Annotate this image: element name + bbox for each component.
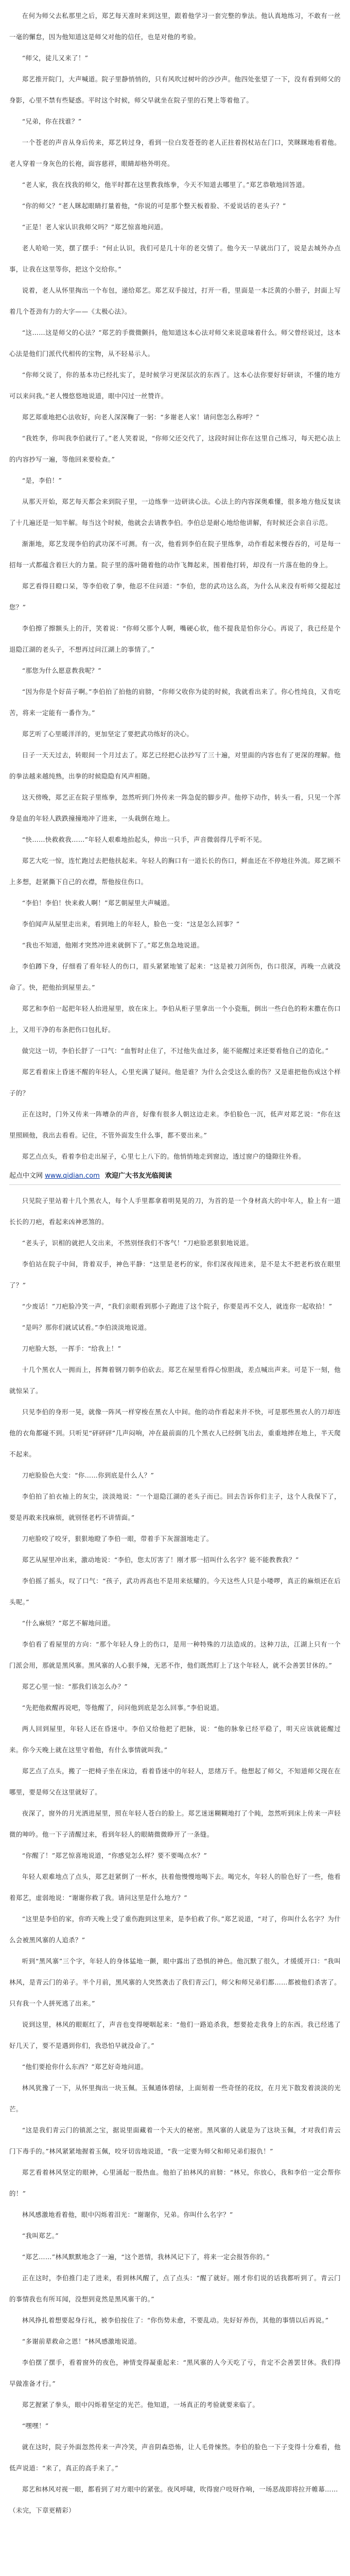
paragraph: 李伯闻声从屋里走出来，看到地上的年轻人，脸色一变：“这是怎么回事？” xyxy=(22,920,240,928)
chapter-footer-note: （未完，下章更精彩） xyxy=(9,2506,75,2514)
paragraph: 做完这一切，李伯长舒了一口气：“血暂时止住了，不过他失血过多，能不能醒过来还要看他自己的造化。” xyxy=(22,1047,329,1055)
paragraph: 李伯拍了拍衣袖上的灰尘，淡淡地说：“一个退隐江湖的老头子而已。回去告诉你们主子，这个人我保下了，要是再敢来找麻烦，就别怪老朽不讲情面。” xyxy=(9,1493,341,1521)
paragraph: “嘿嘿！” xyxy=(22,2422,49,2430)
paragraph: 郑艺点点头，看着李伯走出屋子，心里七上八下的。他悄悄地走到窗边，透过窗户的缝隙往外看。 xyxy=(22,1153,305,1160)
chapter-text-part-2 xyxy=(9,1190,341,2500)
paragraph: “快……快救救我……”年轻人艰难地抬起头，伸出一只手，声音微弱得几乎听不见。 xyxy=(22,836,266,843)
paragraph: 郑艺大吃一惊，连忙跑过去把他扶起来。年轻人的胸口有一道长长的伤口，鲜血还在不停地往外流。郑艺顾不上多想，赶紧撕下自己的衣襟，帮他按住伤口。 xyxy=(9,857,341,886)
paragraph: “老人家，我在找我的师父，他平时都在这里教我练拳，今天不知道去哪里了。”郑艺恭敬地回答道。 xyxy=(22,181,309,189)
paragraph: 正在这时，门外又传来一阵嘈杂的声音，好像有很多人朝这边走来。李伯脸色一沉，低声对郑艺说：“你在这里照顾他，我出去看看。记住，不管外面发生什么事，都不要出来。” xyxy=(9,1110,341,1139)
paragraph: 郑艺点了点头，搬了一把椅子坐在床边，看着昏迷中的年轻人，思绪万千。他想起了师父，不知道师父现在在哪里，要是师父在这里就好了。 xyxy=(9,1767,341,1796)
paragraph: “那您为什么愿意教我呢？” xyxy=(22,667,101,674)
paragraph: “少废话！”刀疤脸冷笑一声，“我们亲眼看到那小子跑进了这个院子，你要是再不交人，就连你一起收拾！” xyxy=(22,1302,332,1310)
paragraph: 郑艺看着床上昏迷不醒的年轻人，心里充满了疑问。他是谁？为什么会受这么重的伤？又是谁把他伤成这个样子的？ xyxy=(9,1068,341,1097)
paragraph: 渐渐地，郑艺发现李伯的武功深不可测。有一次，他看到李伯在院子里练拳，动作看起来慢吞吞的，可是每一招每一式都蕴含着巨大的力量。院子里的落叶随着他的动作飞舞起来，围着他打转，却没有一片落在他的身上。 xyxy=(9,540,341,569)
paragraph: 郑艺看着林风坚定的眼神，心里涌起一股热血。他拍了拍林风的肩膀：“林兄，你放心，我和李伯一定会帮你的！” xyxy=(9,2168,341,2197)
paragraph: “什么麻烦？”郑艺不解地问道。 xyxy=(22,1619,115,1627)
paragraph: 只见院子里站着十几个黑衣人，每个人手里都拿着明晃晃的刀，为首的是一个身材高大的中年人，脸上有一道长长的刀疤，看起来凶神恶煞的。 xyxy=(9,1197,341,1226)
paragraph: “这里是李伯的家，你昨天晚上受了重伤跑到这里来，是李伯救了你。”郑艺说道，“对了，你叫什么名字？为什么会被黑风寨的人追杀？” xyxy=(9,1915,341,1944)
paragraph: “他们要抢你什么东西？”郑艺好奇地问道。 xyxy=(22,2063,148,2071)
paragraph: 郑艺听了心里暖洋洋的，更加坚定了要把武功练好的决心。 xyxy=(22,730,194,738)
paragraph: 十几个黑衣人一拥而上，挥舞着钢刀朝李伯砍去。郑艺在屋里看得心惊胆战，差点喊出声来。可是下一刻，他就惊呆了。 xyxy=(9,1366,341,1395)
paragraph: 从那天开始，郑艺每天都会来到院子里，一边练拳一边研读心法。心法上的内容深奥难懂，很多地方他反复读了十几遍还是一知半解。每当这个时候，他就会去请教李伯。李伯总是耐心地给他讲解，有时候还会亲自示范。 xyxy=(9,498,341,527)
paragraph: “兄弟，你在找谁？” xyxy=(22,117,82,125)
paragraph: 郑艺看得目瞪口呆，等李伯收了拳，他忍不住问道：“李伯，您的武功这么高，为什么从来没有听师父提起过您？” xyxy=(9,582,341,611)
paragraph: “正是！老人家认识我师父吗？”郑艺惊喜地问道。 xyxy=(22,223,167,231)
paragraph: 林风挣扎着想要起身行礼，被李伯按住了：“你伤势未愈，不要乱动。先好好养伤，其他的事情以后再说。” xyxy=(22,2316,329,2324)
site-label: 起点中文网 xyxy=(9,1172,43,1180)
paragraph: 郑艺和李伯一起把年轻人抬进屋里，放在床上。李伯从柜子里拿出一个小瓷瓶，倒出一些白色的粉末撒在伤口上，又用干净的布条把伤口包扎好。 xyxy=(9,1005,341,1033)
paragraph: 李伯蹲下身，仔细看了看年轻人的伤口，眉头紧紧地皱了起来：“这是被刀剑所伤，伤口很深，再晚一点就没命了。快，把他抬到屋里去。” xyxy=(9,962,341,991)
paragraph: “这……这是师父的心法？”郑艺的手微微颤抖，他知道这本心法对师父来说意味着什么。师父曾经说过，这本心法是他们门派代代相传的宝物，从不轻易示人。 xyxy=(9,329,341,358)
paragraph: 刀疤脸大怒，一挥手：“给我上！” xyxy=(22,1345,121,1352)
paragraph: 李伯站在院子中间，背着双手，神色平静：“这里是老朽的家，你们深夜闯进来，是不是太不把老朽放在眼里了？” xyxy=(9,1260,341,1289)
paragraph: “师父，徒儿又来了！” xyxy=(22,54,89,62)
paragraph: “你醒了！”郑艺惊喜地说道，“你感觉怎么样？要不要喝点水？” xyxy=(22,1852,207,1859)
paragraph: “这是我们青云门的镇派之宝，据说里面藏着一个天大的秘密。黑风寨的人就是为了这块玉佩，才对我们青云门下毒手的。”林风紧紧地握着玉佩，咬牙切齿地说道，“我一定要为师父和师兄弟们报仇！” xyxy=(9,2126,341,2155)
paragraph: “是吗？那你们就试试看。”李伯淡淡地说道。 xyxy=(22,1324,151,1331)
paragraph: 老人哈哈一笑，摆了摆手：“何止认识，我们可是几十年的老交情了。他今天一早就出门了，说是去城外办点事，让我在这里等你，把这个交给你。” xyxy=(9,244,341,273)
paragraph: 两人回到屋里，年轻人还在昏迷中。李伯又给他把了把脉，说：“他的脉象已经平稳了，明天应该就能醒过来。你今天晚上就在这里守着他，有什么事情就叫我。” xyxy=(9,1725,341,1754)
paragraph: 郑艺握紧了拳头，眼中闪烁着坚定的光芒。他知道，一场真正的考验就要来临了。 xyxy=(22,2401,259,2409)
paragraph: 日子一天天过去，转眼间一个月过去了。郑艺已经把心法抄写了三十遍，对里面的内容也有了更深的理解。他的拳法越来越纯熟，出拳的时候隐隐有风声相随。 xyxy=(9,751,341,780)
paragraph: “是，李伯！” xyxy=(22,477,62,484)
site-url-link[interactable]: www.qidian.com xyxy=(45,1172,100,1180)
paragraph: 郑艺心里一惊：“那我们该怎么办？” xyxy=(22,1683,128,1690)
paragraph: “你的师父？”老人眯起眼睛打量着他，“你说的可是那个整天板着脸、不爱说话的老头子？” xyxy=(22,202,286,210)
paragraph: 郑艺郑重地把心法收好，向老人深深鞠了一躬：“多谢老人家！请问您怎么称呼？” xyxy=(22,413,259,421)
paragraph: 就在这时，院子外面忽然传来一声冷笑，声音阴森恐怖，让人毛骨悚然。李伯的脸色一下子变得十分难看，他低声说道：“来了，真正的高手来了。” xyxy=(9,2443,341,2472)
paragraph: 年轻人艰难地点了点头，郑艺赶紧倒了一杯水，扶着他慢慢地喝下去。喝完水，年轻人的脸色好了一些，他看着郑艺，虚弱地说：“谢谢你救了我。请问这里是什么地方？” xyxy=(9,1873,341,1902)
paragraph: 刀疤脸咬了咬牙，狠狠地瞪了李伯一眼，带着手下灰溜溜地走了。 xyxy=(22,1535,213,1543)
paragraph: 正在这时，李伯推门走了进来，看到林风醒了，点了点头：“醒了就好。刚才你们说的话我都听到了。青云门的事情我也有所耳闻，没想到竟然是黑风寨干的。” xyxy=(9,2274,341,2303)
paragraph: 李伯看了看屋里的方向：“那个年轻人身上的伤口，是用一种特殊的刀法造成的。这种刀法，江湖上只有一个门派会用，那就是黑风寨。黑风寨的人心狠手辣，无恶不作，他们既然盯上了这个年轻人，就不会善罢甘休的。” xyxy=(9,1640,341,1669)
paragraph: “多谢前辈救命之恩！”林风感激地说道。 xyxy=(22,2337,141,2345)
paragraph: 刀疤脸脸色大变：“你……你到底是什么人？” xyxy=(22,1471,154,1479)
paragraph: 李伯摆了摆手，看着窗外的夜色，神情变得凝重起来：“黑风寨的人今天吃了亏，肯定不会善罢甘休。我们得早做准备才行。” xyxy=(9,2359,341,2387)
paragraph: “我叫郑艺。” xyxy=(22,2232,59,2240)
paragraph: 只见李伯的身形一晃，就像一阵风一样穿梭在黑衣人中间。他的动作看起来并不快，可是那些黑衣人的刀却连他的衣角都碰不到。只听见“砰砰砰”几声闷响，冲在最前面的几个黑衣人已经倒飞出去，重重地摔在地上，半天爬不起来。 xyxy=(9,1408,341,1458)
paragraph: “郑艺……”林风默默地念了一遍，“这个恩情，我林风记下了，将来一定会报答你的。” xyxy=(22,2253,270,2261)
paragraph: 李伯擦了擦额头上的汗，笑着说：“你师父那个人啊，嘴硬心软，他不提我是怕你分心。再说了，我已经是个退隐江湖的老头子，不想再过问江湖上的事情了。” xyxy=(9,624,341,653)
paragraph: 听到“黑风寨”三个字，年轻人的身体猛地一颤，眼中露出了恐惧的神色。他沉默了很久，才缓缓开口：“我叫林风，是青云门的弟子。半个月前，黑风寨的人突然袭击了我们青云门，师父和师兄弟们都……都被他们杀害了。只有我一个人拼死逃了出来。” xyxy=(9,1957,341,2007)
paragraph: 林风感激地看着他，眼中闪烁着泪光：“谢谢你，兄弟。你叫什么名字？” xyxy=(22,2211,233,2218)
site-ad-banner[interactable] xyxy=(9,1169,341,1185)
paragraph: 在何为师父去私那里之后，郑艺每天准时来到这里，跟着他学习一套完整的拳法。他认真地练习，不敢有一丝一毫的懈怠，因为他知道这是师父对他的信任，也是对他的考验。 xyxy=(9,12,341,41)
paragraph: “我也不知道，他刚才突然冲进来就倒下了。”郑艺焦急地说道。 xyxy=(22,941,204,949)
paragraph: “李伯！李伯！快来救人啊！”郑艺朝屋里大声喊道。 xyxy=(22,899,174,907)
paragraph: 说着，老人从怀里掏出一个布包，递给郑艺。郑艺双手接过，打开一看，里面是一本泛黄的小册子，封面上写着几个苍劲有力的大字——《太极心法》。 xyxy=(9,286,341,315)
paragraph: 郑艺和林风对视一眼，都看到了对方眼中的紧张。夜风呼啸，吹得窗户吱呀作响，一场恶战即将拉开帷幕…… xyxy=(22,2485,338,2493)
paragraph: 说到这里，林风的眼眶红了，声音也变得哽咽起来：“他们一路追杀我，想要抢走我身上的东西。我已经逃了好几天了，要不是遇到你们，我恐怕早就没命了。” xyxy=(9,2021,341,2049)
paragraph: 林风犹豫了一下，从怀里掏出一块玉佩。玉佩通体碧绿，上面刻着一些奇怪的花纹，在月光下散发着淡淡的光芒。 xyxy=(9,2084,341,2113)
paragraph: 李伯摇了摇头，叹了口气：“孩子，武功再高也不是用来炫耀的。今天这些人只是小喽啰，真正的麻烦还在后头呢。” xyxy=(9,1577,341,1606)
paragraph: 夜深了，窗外的月光洒进屋里，照在年轻人苍白的脸上。郑艺迷迷糊糊地打了个盹，忽然听到床上传来一声轻微的呻吟。他一下子清醒过来，看到年轻人的眼睛微微睁开了一条缝。 xyxy=(9,1809,341,1838)
paragraph: 郑艺从屋里冲出来，激动地说：“李伯，您太厉害了！刚才那一招叫什么名字？能不能教教我？” xyxy=(22,1556,299,1564)
paragraph: “我姓李，你叫我李伯就行了。”老人笑着说，“你师父还交代了，这段时间让你在这里自己练习，每天把心法上的内容抄写一遍，等他回来要检查。” xyxy=(9,434,341,463)
paragraph: 这天傍晚，郑艺正在院子里练拳，忽然听到门外传来一阵急促的脚步声。他停下动作，转头一看，只见一个浑身是血的年轻人跌跌撞撞地冲了进来，一头栽倒在地上。 xyxy=(9,793,341,822)
paragraph: “老头子，识相的就把人交出来，不然别怪我们不客气！”刀疤脸恶狠狠地说道。 xyxy=(22,1239,253,1247)
paragraph: 一个苍老的声音从身后传来，郑艺转过身，看到一位白发苍苍的老人正拄着拐杖站在门口，笑眯眯地看着他。老人穿着一身灰色的长袍，面容慈祥，眼睛却格外明亮。 xyxy=(9,139,341,167)
paragraph: “先把他救醒再说吧，等他醒了，问问他到底是怎么回事。”李伯说道。 xyxy=(22,1704,223,1711)
paragraph: “你师父说了，你的基本功已经扎实了，是时候学习更深层次的东西了。这本心法你要好好研读，不懂的地方可以来问我。”老人慢悠悠地说道，眼中闪过一丝赞许。 xyxy=(9,371,341,400)
chapter-text-part-1 xyxy=(9,5,341,1167)
site-slogan: 欢迎广大书友光临阅读 xyxy=(104,1172,172,1180)
paragraph: “因为你是个好苗子啊。”李伯拍了拍他的肩膀，“你师父收你为徒的时候，我就看出来了。你心性纯良，又肯吃苦，将来一定能有一番作为。” xyxy=(9,688,341,717)
paragraph: 郑艺推开院门，大声喊道。院子里静悄悄的，只有风吹过树叶的沙沙声。他四处张望了一下，没有看到师父的身影，心里不禁有些疑惑。平时这个时候，师父早就坐在院子里的石凳上等着他了。 xyxy=(9,75,341,104)
